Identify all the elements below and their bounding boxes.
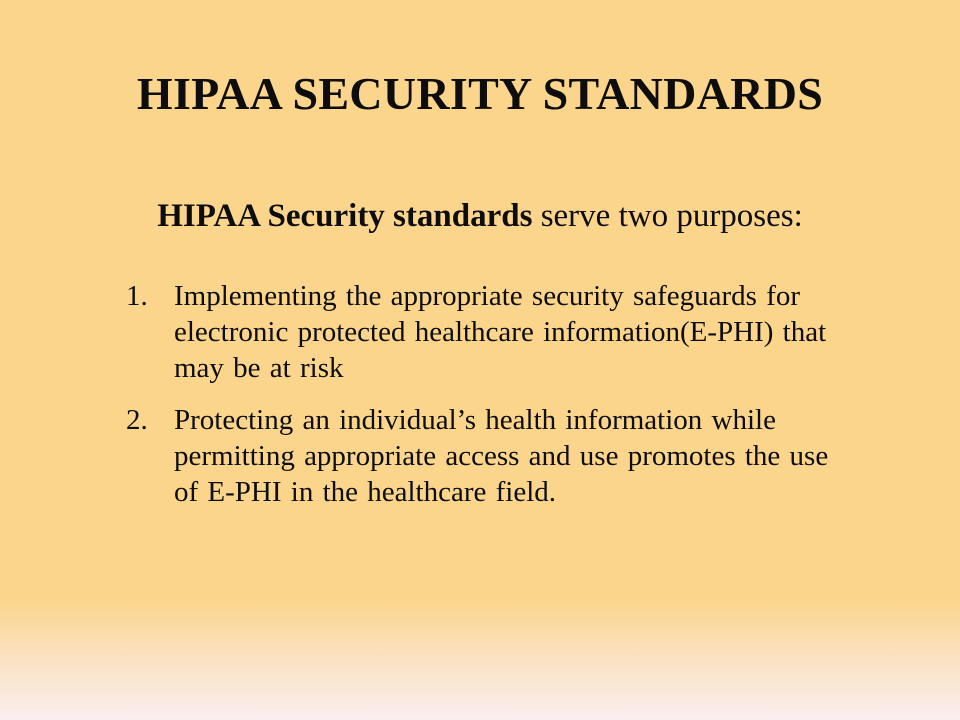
list-item-number: 1. <box>126 280 148 312</box>
slide-title: HIPAA SECURITY STANDARDS <box>136 68 824 119</box>
intro-bold-text: HIPAA Security standards <box>157 198 533 234</box>
list-item-number: 2. <box>126 404 148 436</box>
list-item <box>118 402 858 510</box>
list-item-text: Protecting an individual’s health information while permitting appropriate access and use promotes the use of E-PHI in the healthcare field. <box>174 404 829 508</box>
purposes-list <box>118 278 858 526</box>
intro-sentence <box>0 194 960 238</box>
list-item <box>118 278 858 386</box>
intro-rest-text: serve two purposes: <box>532 198 803 234</box>
list-item-text: Implementing the appropriate security safeguards for electronic protected healthcare information(E-PHI) that may be at risk <box>174 280 827 384</box>
